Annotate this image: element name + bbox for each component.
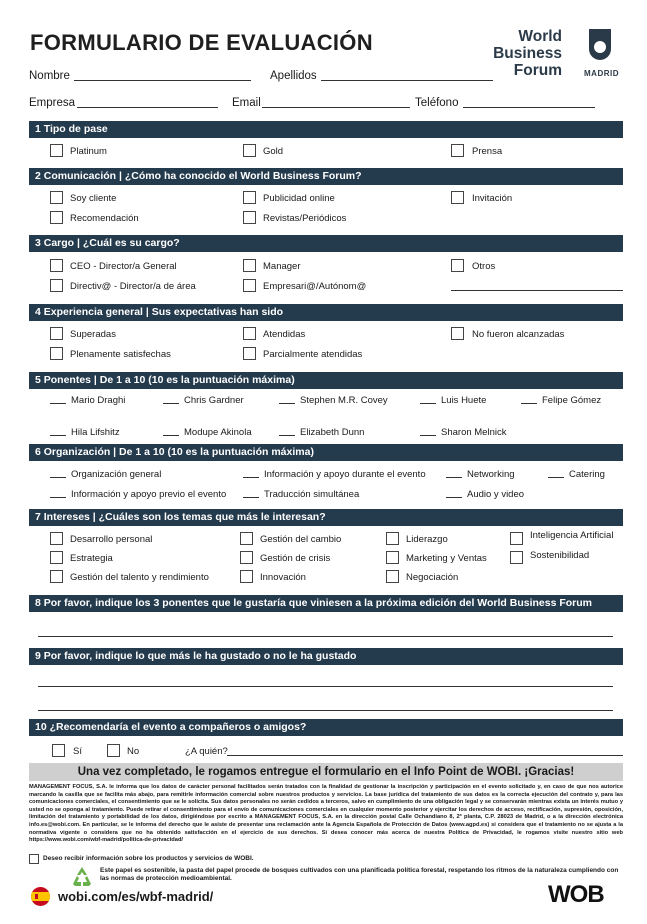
who-label: ¿A quién?: [185, 746, 228, 757]
option-label: Desarrollo personal: [70, 534, 153, 545]
section-6-header: 6 Organización | De 1 a 10 (10 es la puntuación máxima): [29, 444, 623, 461]
checkbox-innovacion[interactable]: [240, 570, 253, 583]
checkbox-negociacion[interactable]: [386, 570, 399, 583]
feedback-field-1[interactable]: [38, 686, 613, 687]
nombre-label: Nombre: [29, 70, 70, 82]
option-label: Plenamente satisfechas: [70, 349, 171, 360]
option-label: Gestión de crisis: [260, 553, 331, 564]
option-label: Recomendación: [70, 213, 139, 224]
checkbox-sostenibilidad[interactable]: [510, 551, 523, 564]
rating-field[interactable]: [163, 403, 179, 404]
section-8-header: 8 Por favor, indique los 3 ponentes que le gustaría que viniesen a la próxima edición del World Business Forum: [29, 595, 623, 612]
rating-field[interactable]: [243, 477, 259, 478]
option-label: Soy cliente: [70, 193, 117, 204]
section-10-header: 10 ¿Recomendaría el evento a compañeros o amigos?: [29, 719, 623, 736]
checkbox-platinum[interactable]: [50, 144, 63, 157]
option-label: Atendidas: [263, 329, 306, 340]
section-5-header: 5 Ponentes | De 1 a 10 (10 es la puntuación máxima): [29, 372, 623, 389]
option-label: Parcialmente atendidas: [263, 349, 363, 360]
checkbox-crisis[interactable]: [240, 551, 253, 564]
checkbox-atendidas[interactable]: [243, 327, 256, 340]
option-label: Negociación: [406, 572, 459, 583]
checkbox-plenamente[interactable]: [50, 347, 63, 360]
checkbox-ia[interactable]: [510, 532, 523, 545]
speakers-answer-field[interactable]: [38, 636, 613, 637]
option-label: Estrategia: [70, 553, 113, 564]
rating-field[interactable]: [243, 497, 259, 498]
section-9-header: 9 Por favor, indique lo que más le ha gustado o no le ha gustado: [29, 648, 623, 665]
checkbox-desarrollo[interactable]: [50, 532, 63, 545]
page-title: FORMULARIO DE EVALUACIÓN: [30, 30, 373, 55]
recycle-icon: [70, 866, 94, 888]
telefono-field[interactable]: [463, 107, 595, 108]
who-field[interactable]: [227, 755, 623, 756]
section-4-header: 4 Experiencia general | Sus expectativas han sido: [29, 304, 623, 321]
option-label: Platinum: [70, 146, 107, 157]
checkbox-empresario[interactable]: [243, 279, 256, 292]
checkbox-manager[interactable]: [243, 259, 256, 272]
apellidos-label: Apellidos: [270, 70, 317, 82]
instructions-banner: Una vez completado, le rogamos entregue el formulario en el Info Point de WOBI. ¡Gracias!: [29, 763, 623, 781]
checkbox-otros[interactable]: [451, 259, 464, 272]
rating-field[interactable]: [50, 477, 66, 478]
org-label: Información y apoyo previo el evento: [71, 489, 227, 500]
speaker-label: Elizabeth Dunn: [300, 427, 365, 438]
feedback-field-2[interactable]: [38, 710, 613, 711]
option-label: Gestión del cambio: [260, 534, 342, 545]
website-link[interactable]: wobi.com/es/wbf-madrid/: [58, 889, 214, 904]
logo-line2: Business: [493, 45, 562, 62]
rating-field[interactable]: [446, 497, 462, 498]
org-label: Información y apoyo durante el evento: [264, 469, 426, 480]
org-label: Networking: [467, 469, 515, 480]
option-label: Directiv@ - Director/a de área: [70, 281, 196, 292]
checkbox-publicidad-online[interactable]: [243, 191, 256, 204]
speaker-label: Modupe Akinola: [184, 427, 252, 438]
checkbox-invitacion[interactable]: [451, 191, 464, 204]
checkbox-marketing[interactable]: [386, 551, 399, 564]
checkbox-superadas[interactable]: [50, 327, 63, 340]
rating-field[interactable]: [50, 403, 66, 404]
rating-field[interactable]: [446, 477, 462, 478]
org-label: Traducción simultánea: [264, 489, 360, 500]
checkbox-cambio[interactable]: [240, 532, 253, 545]
org-label: Audio y video: [467, 489, 525, 500]
checkbox-estrategia[interactable]: [50, 551, 63, 564]
speaker-label: Sharon Melnick: [441, 427, 507, 438]
consent-label: Deseo recibir información sobre los productos y servicios de WOBI.: [43, 855, 254, 862]
empresa-field[interactable]: [77, 107, 218, 108]
checkbox-revistas[interactable]: [243, 211, 256, 224]
logo-badge-icon: [585, 27, 615, 65]
option-label: Marketing y Ventas: [406, 553, 487, 564]
option-label: Superadas: [70, 329, 116, 340]
email-label: Email: [232, 97, 261, 109]
option-label: Gold: [263, 146, 284, 157]
option-label: Manager: [263, 261, 301, 272]
checkbox-prensa[interactable]: [451, 144, 464, 157]
checkbox-ceo[interactable]: [50, 259, 63, 272]
option-label: Prensa: [472, 146, 503, 157]
option-label: Sí: [73, 746, 82, 757]
checkbox-no-alcanzadas[interactable]: [451, 327, 464, 340]
checkbox-recomendacion[interactable]: [50, 211, 63, 224]
rating-field[interactable]: [420, 403, 436, 404]
apellidos-field[interactable]: [321, 80, 493, 81]
checkbox-si[interactable]: [52, 744, 65, 757]
option-label: No: [127, 746, 140, 757]
section-1-header: 1 Tipo de pase: [29, 121, 623, 138]
option-label: Revistas/Periódicos: [263, 213, 347, 224]
privacy-notice: MANAGEMENT FOCUS, S.A. le informa que los datos de carácter personal facilitados serán tratados con la finalidad de gestionar la inscripción y participación en el evento solicitado y, en caso de que nos autorice marcando la casilla que se facilita más abajo, para remitirle información comercial sobre nuestros productos y servicios. La base jurídica del tratamiento de sus datos es la correcta ejecución del contrato y, para las comunicaciones comerciales, el consentimiento que se le solicita. Sus datos personales no serán cedidos a terceros, salvo en cumplimiento de una obligación legal y se conservarán mientras exista un interés mutuo y usted no se oponga al tratamiento. Puede retirar el consentimiento para el envío de comunicaciones comerciales en cualquier momento posterior y ejercitar los derechos de acceso, rectificación, supresión, oposición, limitación del tratamiento y portabilidad de los datos, dirigiéndose por escrito a MANAGEMENT FOCUS, S.A. en la dirección postal Calle Ochandiano 8, 2ª planta, C.P. 28023 de Madrid, o a la dirección electrónica info.es@wobi.com. En particular, se le informa del derecho que le asiste de presentar una reclamación ante la Agencia Española de Protección de Datos (www.agpd.es) si considera que el tratamiento no se ajusta a la normativa vigente o considera que no ha obtenido satisfacción en el ejercicio de sus derechos. Si desea conocer más acerca de nuestra Política de Privacidad, le rogamos visite nuestro sitio web https://www.wobi.com/wbf-madrid/politica-de-privacidad/: [29, 784, 623, 844]
logo-city: MADRID: [584, 69, 619, 78]
otros-field[interactable]: [451, 290, 623, 291]
rating-field[interactable]: [50, 497, 66, 498]
option-label: Otros: [472, 261, 496, 272]
spain-flag-icon: [31, 887, 50, 906]
logo-line1: World: [518, 28, 562, 45]
rating-field[interactable]: [50, 435, 66, 436]
rating-field[interactable]: [163, 435, 179, 436]
consent-checkbox[interactable]: [29, 854, 39, 864]
rating-field[interactable]: [521, 403, 537, 404]
org-label: Catering: [569, 469, 605, 480]
section-3-header: 3 Cargo | ¿Cuál es su cargo?: [29, 235, 623, 252]
speaker-label: Stephen M.R. Covey: [300, 395, 388, 406]
checkbox-directivo[interactable]: [50, 279, 63, 292]
speaker-label: Hila Lifshitz: [71, 427, 120, 438]
option-label: Invitación: [472, 193, 513, 204]
speaker-label: Chris Gardner: [184, 395, 244, 406]
telefono-label: Teléfono: [415, 97, 459, 109]
option-label: Inteligencia Artificial: [530, 530, 614, 541]
speaker-label: Felipe Gómez: [542, 395, 602, 406]
logo-line3: Forum: [513, 62, 562, 79]
option-label: No fueron alcanzadas: [472, 329, 565, 340]
checkbox-no[interactable]: [107, 744, 120, 757]
logo-wordmark: [493, 28, 562, 79]
nombre-field[interactable]: [74, 80, 251, 81]
empresa-label: Empresa: [29, 97, 76, 109]
checkbox-soy-cliente[interactable]: [50, 191, 63, 204]
option-label: Sostenibilidad: [530, 550, 590, 561]
email-field[interactable]: [262, 107, 410, 108]
option-label: Liderazgo: [406, 534, 448, 545]
option-label: Publicidad online: [263, 193, 335, 204]
section-7-header: 7 Intereses | ¿Cuáles son los temas que más le interesan?: [29, 509, 623, 526]
rating-field[interactable]: [279, 435, 295, 436]
option-label: CEO - Director/a General: [70, 261, 177, 272]
checkbox-parcialmente[interactable]: [243, 347, 256, 360]
option-label: Gestión del talento y rendimiento: [70, 572, 209, 583]
checkbox-talento[interactable]: [50, 570, 63, 583]
wob-logo: WOB: [548, 881, 604, 908]
section-2-header: 2 Comunicación | ¿Cómo ha conocido el World Business Forum?: [29, 168, 623, 185]
checkbox-gold[interactable]: [243, 144, 256, 157]
rating-field[interactable]: [279, 403, 295, 404]
option-label: Empresari@/Autónom@: [263, 281, 367, 292]
speaker-label: Mario Draghi: [71, 395, 126, 406]
checkbox-liderazgo[interactable]: [386, 532, 399, 545]
option-label: Innovación: [260, 572, 306, 583]
org-label: Organización general: [71, 469, 162, 480]
speaker-label: Luis Huete: [441, 395, 487, 406]
eco-note: Este papel es sostenible, la pasta del papel procede de bosques cultivados con una planificada política forestal, respetando los ritmos de la naturaleza cumpliendo con las normas de protección medioambiental.: [100, 867, 619, 882]
rating-field[interactable]: [548, 477, 564, 478]
rating-field[interactable]: [420, 435, 436, 436]
